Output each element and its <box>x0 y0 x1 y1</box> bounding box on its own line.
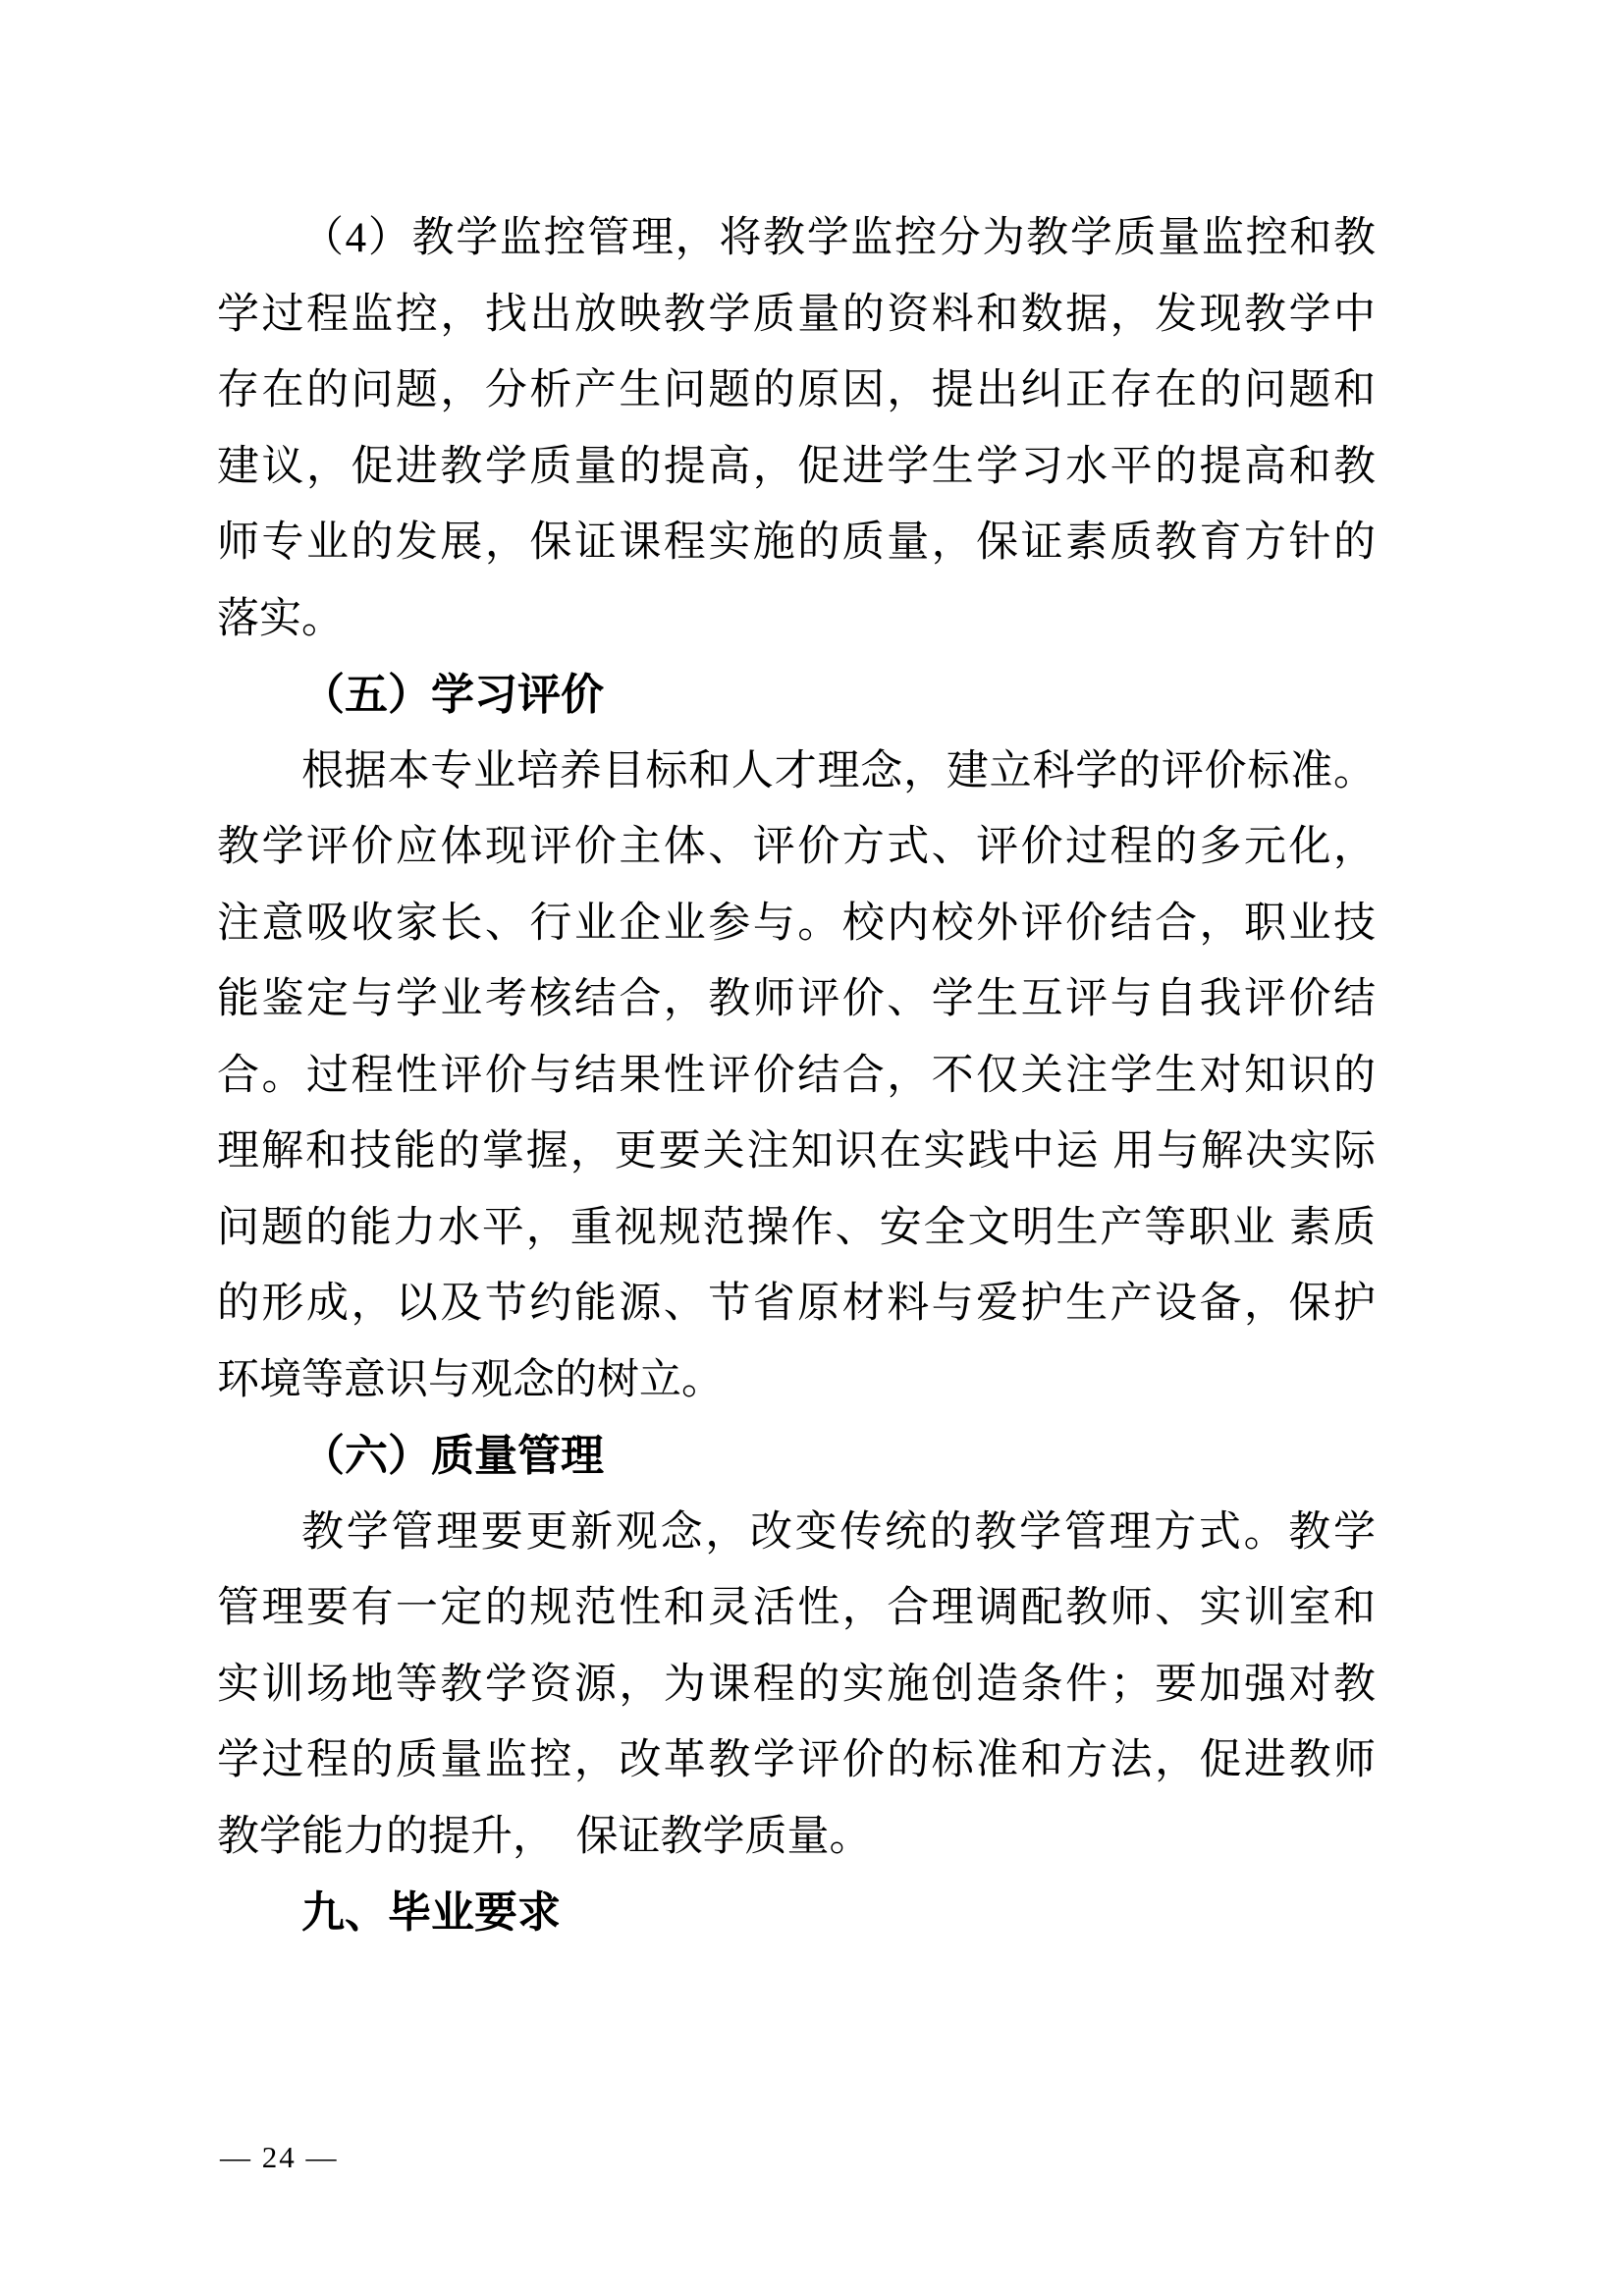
page-number: — 24 — <box>220 2140 339 2174</box>
section-heading: （六）质量管理 <box>301 1432 604 1480</box>
paragraph-line: 教学管理要更新观念，改变传统的教学管理方式。教学 <box>301 1508 1376 1556</box>
paragraph-line: 学过程监控，找出放映教学质量的资料和数据，发现教学中 <box>217 291 1376 338</box>
paragraph-line: 落实。 <box>217 595 344 642</box>
paragraph-line: 建议，促进教学质量的提高，促进学生学习水平的提高和教 <box>217 443 1376 490</box>
paragraph-line: 教学评价应体现评价主体、评价方式、评价过程的多元化， <box>217 824 1376 870</box>
section-heading: （五）学习评价 <box>301 671 604 719</box>
paragraph-line: 学过程的质量监控，改革教学评价的标准和方法，促进教师 <box>217 1737 1376 1783</box>
paragraph-line: 根据本专业培养目标和人才理念，建立科学的评价标准。 <box>301 747 1376 794</box>
paragraph-line: 注意吸收家长、行业企业参与。校内校外评价结合，职业技 <box>217 900 1376 947</box>
paragraph-line: 实训场地等教学资源，为课程的实施创造条件；要加强对教 <box>217 1661 1376 1708</box>
paragraph-line: 合。过程性评价与结果性评价结合，不仅关注学生对知识的 <box>217 1052 1376 1099</box>
paragraph-line: 能鉴定与学业考核结合，教师评价、学生互评与自我评价结 <box>217 976 1376 1022</box>
paragraph-line: 教学能力的提升， 保证教学质量。 <box>217 1813 872 1860</box>
document-body <box>217 200 1376 1951</box>
paragraph-line: 的形成，以及节约能源、节省原材料与爱护生产设备，保护 <box>217 1281 1376 1327</box>
paragraph-line: （4）教学监控管理，将教学监控分为教学质量监控和教 <box>301 215 1376 261</box>
paragraph-line: 理解和技能的掌握，更要关注知识在实践中运 用与解决实际 <box>217 1128 1376 1175</box>
paragraph-line: 存在的问题，分析产生问题的原因，提出纠正存在的问题和 <box>217 367 1376 413</box>
paragraph-line: 师专业的发展，保证课程实施的质量，保证素质教育方针的 <box>217 519 1376 566</box>
paragraph-line: 管理要有一定的规范性和灵活性，合理调配教师、实训室和 <box>217 1585 1376 1631</box>
section-heading: 九、毕业要求 <box>301 1888 561 1937</box>
paragraph-line: 环境等意识与观念的树立。 <box>217 1356 724 1403</box>
paragraph-line: 问题的能力水平，重视规范操作、安全文明生产等职业 素质 <box>217 1204 1376 1251</box>
